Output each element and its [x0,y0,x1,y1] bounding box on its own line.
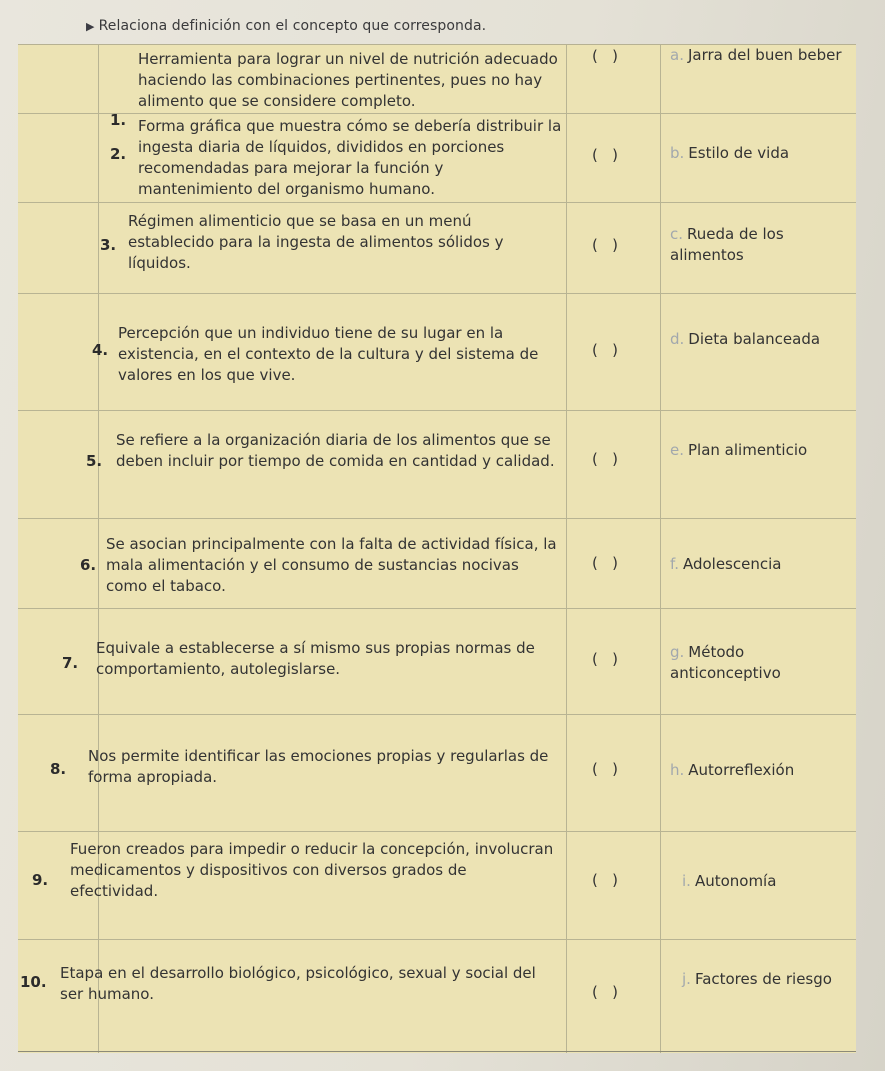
row-concept [670,642,850,684]
concept-text: Jarra del buen beber [687,46,842,64]
triangle-bullet-icon: ▶ [86,20,95,33]
row-number: 1. [110,111,127,129]
concept-text: Estilo de vida [688,144,790,162]
concept-letter: d. [670,330,685,348]
table-row [18,518,856,609]
row-number: 7. [62,654,79,672]
row-concept [670,143,850,164]
answer-blank[interactable]: ( ) [592,146,619,164]
row-definition: Equivale a establecerse a sí mismo sus propias normas de comportamiento, autolegislarse. [96,639,535,678]
row-definition: Se asocian principalmente con la falta de actividad física, la mala alimentación y el consumo de sustancias nocivas como el tabaco. [106,535,557,595]
row-definition: Etapa en el desarrollo biológico, psicológico, sexual y social del ser humano. [60,964,536,1003]
table-row [18,410,856,519]
table-row [18,45,856,129]
row-concept [670,760,850,781]
answer-blank[interactable]: ( ) [592,871,619,889]
row-number: 4. [92,341,109,359]
row-definition: Régimen alimenticio que se basa en un menú establecido para la ingesta de alimentos sólidos y líquidos. [128,212,504,272]
concept-text: Factores de riesgo [694,970,832,988]
row-concept [682,871,852,892]
table-row [18,293,856,411]
table-row [18,939,856,1053]
row-number: 5. [86,452,103,470]
answer-blank[interactable]: ( ) [592,341,619,359]
concept-text: Autorreflexión [688,761,795,779]
row-definition: Fueron creados para impedir o reducir la concepción, involucran medicamentos y dispositivos con diversos grados de efectividad. [70,840,554,900]
answer-blank[interactable]: ( ) [592,47,619,65]
row-concept [670,440,850,461]
table-row [18,202,856,294]
row-concept [682,969,852,990]
row-definition: Herramienta para lograr un nivel de nutrición adecuado haciendo las combinaciones pertinentes, pues no hay alimento que se considere completo. [138,50,558,110]
instruction-text: Relaciona definición con el concepto que corresponda. [98,18,487,34]
instruction-heading [86,18,486,34]
concept-letter: e. [670,441,684,459]
concept-letter: b. [670,144,685,162]
concept-text: Dieta balanceada [688,330,821,348]
concept-text: Adolescencia [682,555,782,573]
answer-blank[interactable]: ( ) [592,983,619,1001]
answer-blank[interactable]: ( ) [592,760,619,778]
row-definition: Nos permite identificar las emociones propias y regularlas de forma apropiada. [88,747,549,786]
concept-text: Autonomía [694,872,777,890]
row-number: 10. [20,973,47,991]
concept-letter: c. [670,225,684,243]
answer-blank[interactable]: ( ) [592,554,619,572]
matching-table [18,44,856,1053]
answer-blank[interactable]: ( ) [592,236,619,254]
concept-letter: h. [670,761,685,779]
row-concept [670,224,850,266]
table-bottom-border [18,1051,856,1052]
row-number: 9. [32,871,49,889]
table-row [18,714,856,832]
table-row [18,831,856,940]
concept-text: Rueda de los alimentos [670,225,784,264]
table-row [18,113,856,203]
row-definition: Percepción que un individuo tiene de su lugar en la existencia, en el contexto de la cultura y del sistema de valores en los que vive. [118,324,539,384]
concept-letter: f. [670,555,679,573]
row-number: 2. [110,145,127,163]
concept-letter: j. [682,970,691,988]
answer-blank[interactable]: ( ) [592,650,619,668]
concept-text: Plan alimenticio [688,441,808,459]
concept-letter: i. [682,872,691,890]
concept-letter: a. [670,46,684,64]
row-number: 6. [80,556,97,574]
concept-letter: g. [670,643,685,661]
row-number: 3. [100,236,117,254]
table-row [18,608,856,715]
row-concept [670,554,850,575]
row-number: 8. [50,760,67,778]
row-concept [670,329,850,350]
concept-text: Método anticonceptivo [670,643,781,682]
answer-blank[interactable]: ( ) [592,450,619,468]
row-definition: Forma gráfica que muestra cómo se debería distribuir la ingesta diaria de líquidos, divididos en porciones recomendadas para mejorar la función y mantenimiento del organismo humano. [138,117,562,198]
row-definition: Se refiere a la organización diaria de los alimentos que se deben incluir por tiempo de comida en cantidad y calidad. [116,431,555,470]
row-concept [670,45,850,66]
